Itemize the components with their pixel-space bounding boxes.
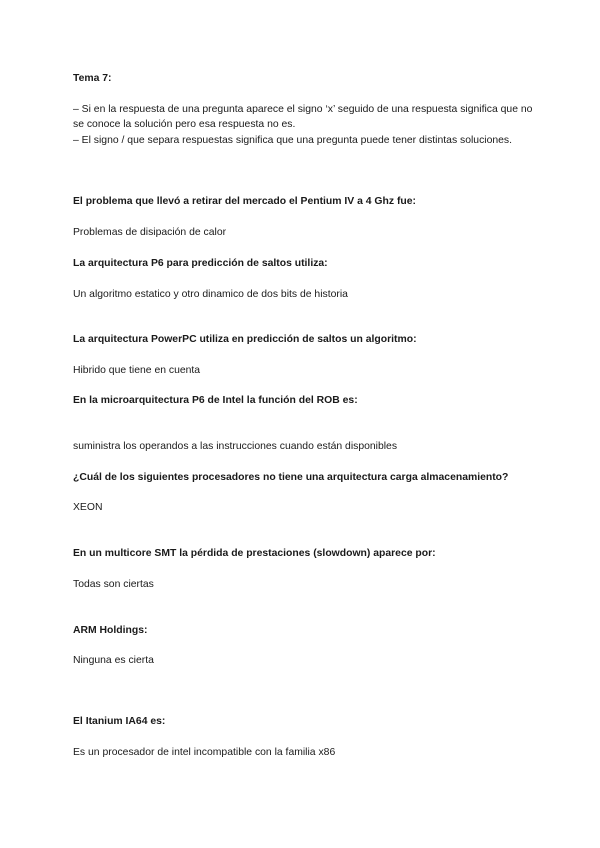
answer-8: Es un procesador de intel incompatible con la familia x86 xyxy=(73,747,336,758)
question-5: ¿Cuál de los siguientes procesadores no tiene una arquitectura carga almacenamiento? xyxy=(73,472,509,483)
note-2: – El signo / que separa respuestas significa que una pregunta puede tener distintas soluciones. xyxy=(73,135,513,146)
question-1: El problema que llevó a retirar del mercado el Pentium IV a 4 Ghz fue: xyxy=(73,196,416,207)
topic-title: Tema 7: xyxy=(73,73,112,84)
answer-7: Ninguna es cierta xyxy=(73,655,154,666)
question-7: ARM Holdings: xyxy=(73,625,148,636)
answer-4: suministra los operandos a las instrucciones cuando están disponibles xyxy=(73,441,398,452)
question-8: El Itanium IA64 es: xyxy=(73,716,166,727)
answer-1: Problemas de disipación de calor xyxy=(73,227,227,238)
question-3: La arquitectura PowerPC utiliza en predicción de saltos un algoritmo: xyxy=(73,334,417,345)
note-1: – Si en la respuesta de una pregunta aparece el signo ‘x’ seguido de una respuesta significa que no se conoce la solución pero esa respuesta no es. xyxy=(73,104,533,130)
answer-2: Un algoritmo estatico y otro dinamico de dos bits de historia xyxy=(73,289,348,300)
answer-5: XEON xyxy=(73,502,103,513)
question-4: En la microarquitectura P6 de Intel la función del ROB es: xyxy=(73,395,358,406)
answer-3: Hibrido que tiene en cuenta xyxy=(73,365,201,376)
question-2: La arquitectura P6 para predicción de saltos utiliza: xyxy=(73,258,328,269)
answer-6: Todas son ciertas xyxy=(73,579,154,590)
question-6: En un multicore SMT la pérdida de prestaciones (slowdown) aparece por: xyxy=(73,548,436,559)
